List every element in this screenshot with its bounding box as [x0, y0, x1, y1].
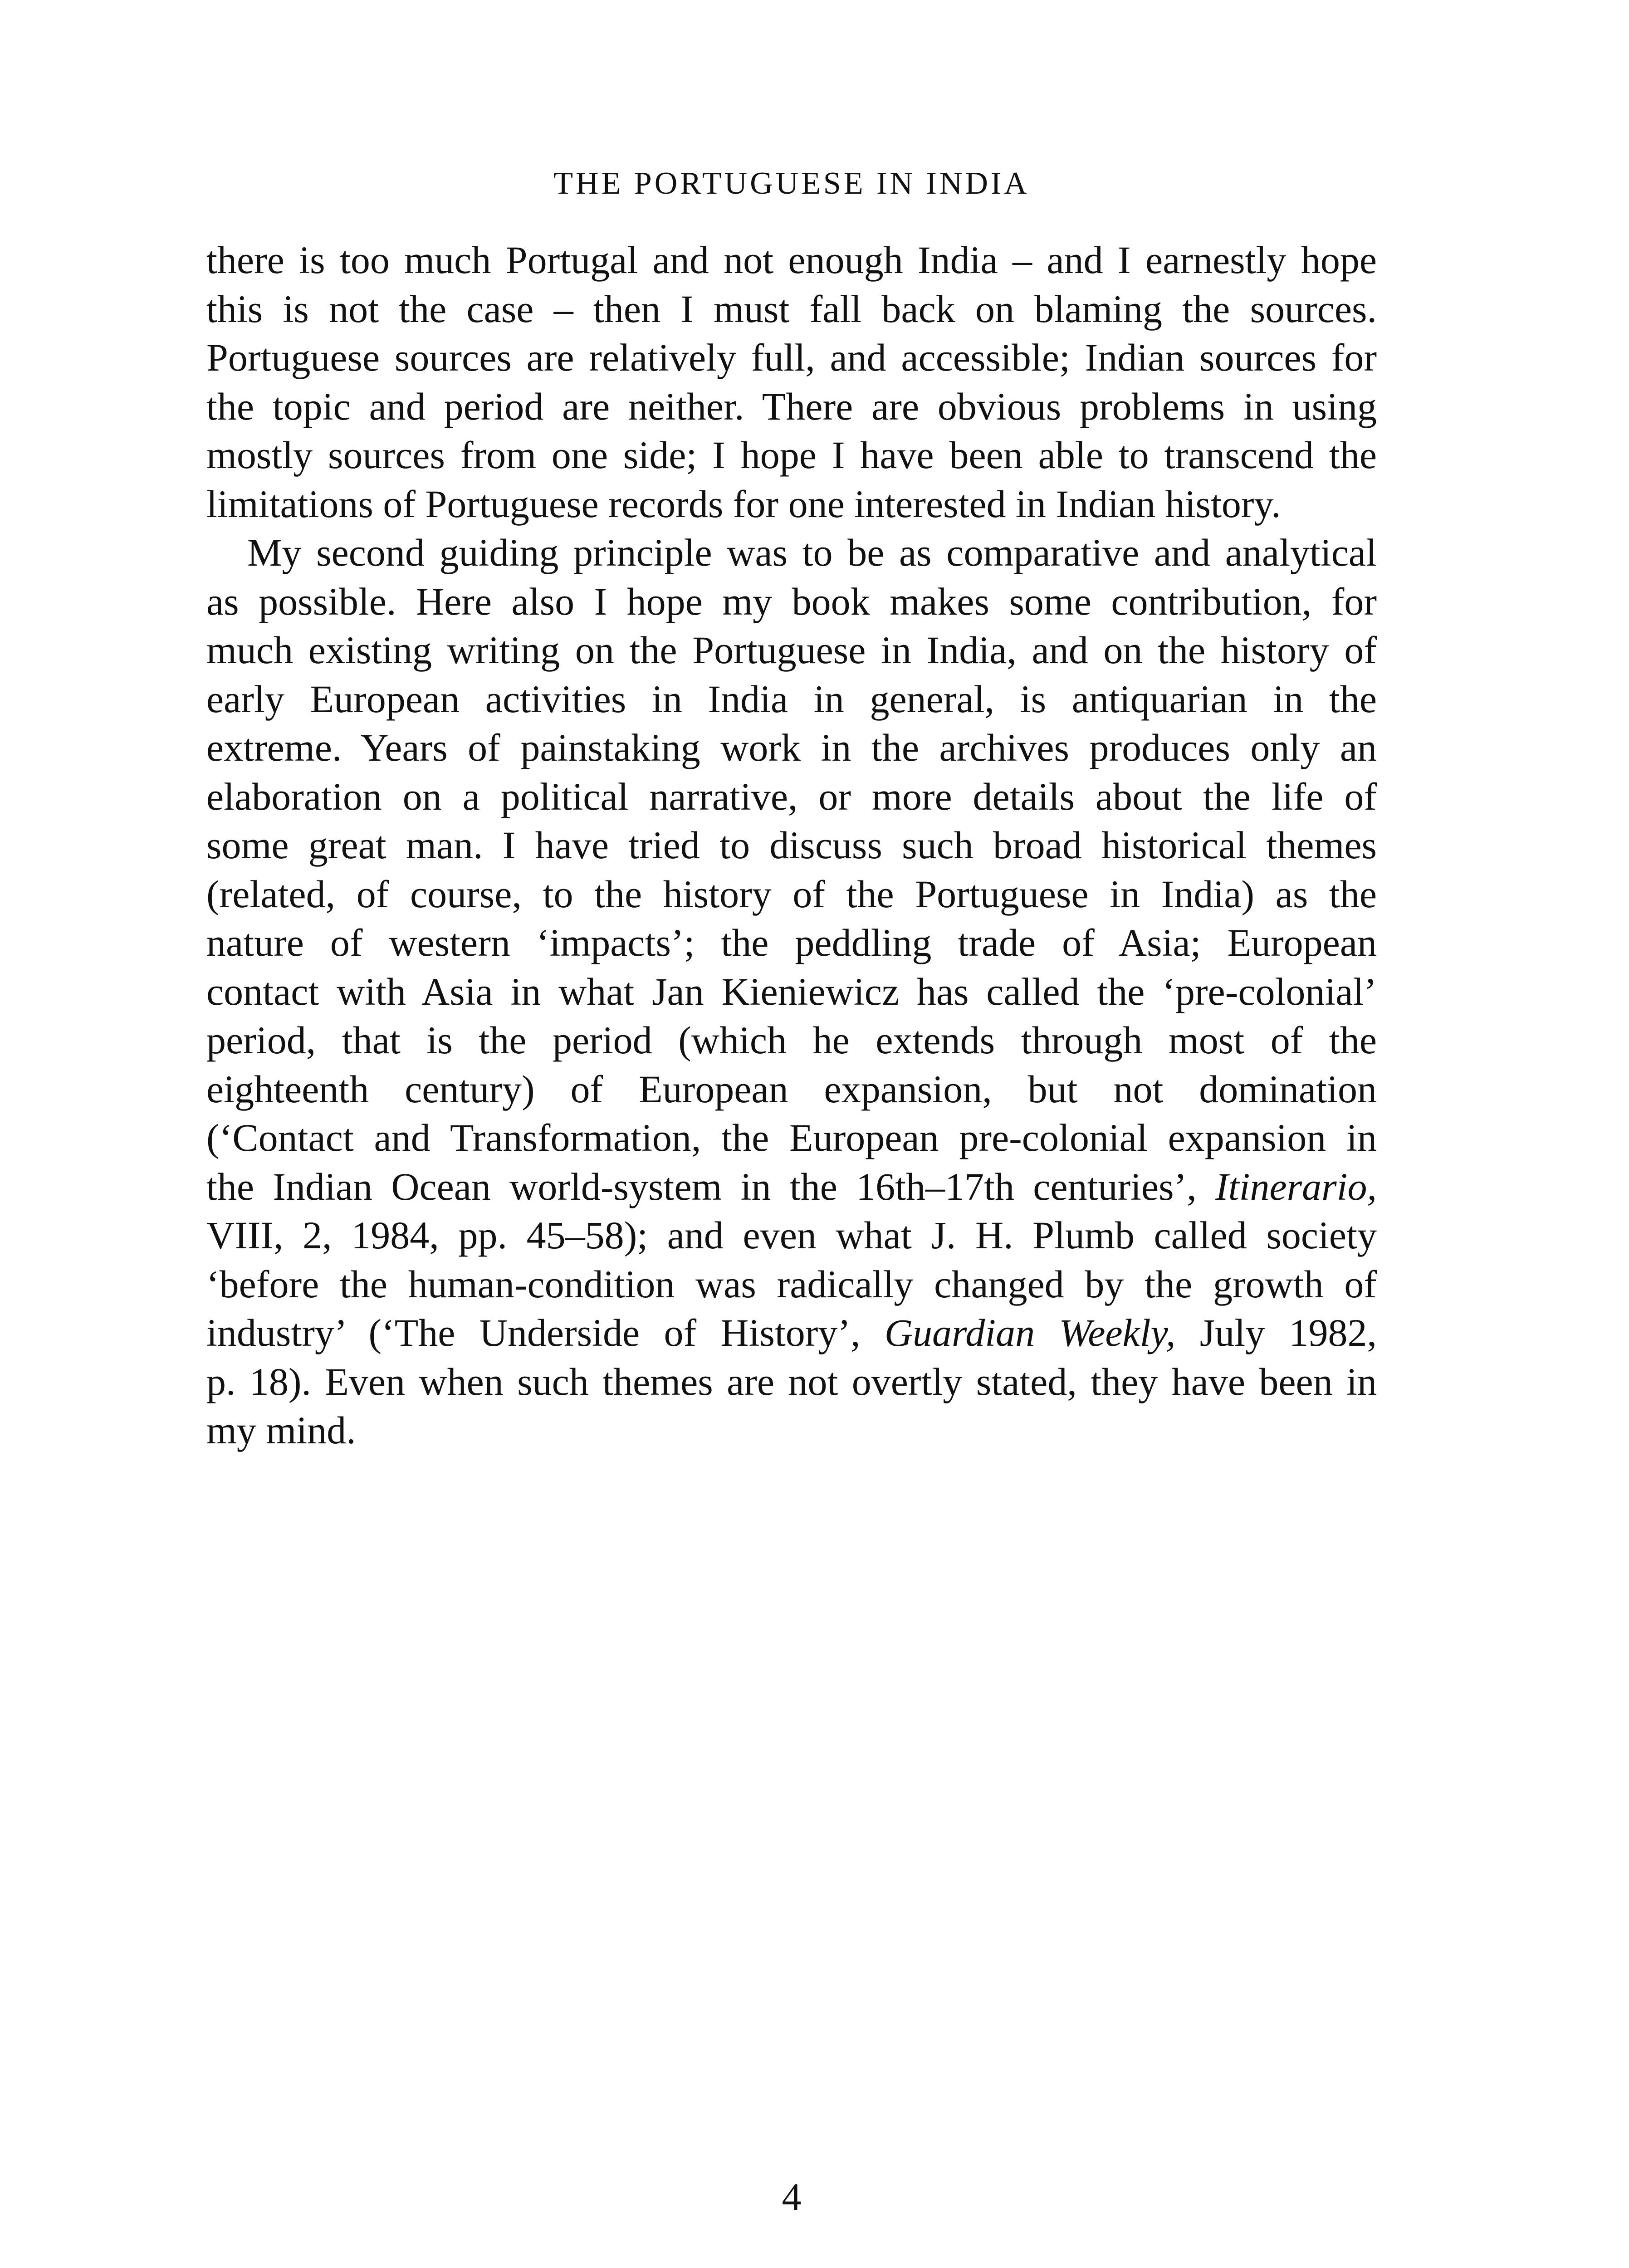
text-line: early European activities in India in general, is antiquarian in the: [206, 677, 1377, 721]
text-line: the topic and period are neither. There are obvious problems in using: [206, 384, 1377, 428]
text-line: period, that is the period (which he extends through most of the: [206, 1018, 1377, 1062]
text-line: Portuguese sources are relatively full, and accessible; Indian sources for: [206, 336, 1377, 379]
text-segment: July 1982,: [1175, 1311, 1377, 1354]
text-line: My second guiding principle was to be as comparative and analytical: [247, 531, 1377, 574]
text-line: ‘before the human-condition was radically changed by the growth of: [206, 1262, 1377, 1306]
italic-title: Itinerario,: [1215, 1164, 1377, 1208]
text-line: eighteenth century) of European expansion, but not domination: [206, 1067, 1377, 1111]
text-line: my mind.: [206, 1408, 356, 1452]
text-line: nature of western ‘impacts’; the peddling trade of Asia; European: [206, 921, 1377, 964]
text-line: this is not the case – then I must fall back on blaming the sources.: [206, 287, 1377, 331]
text-line: as possible. Here also I hope my book makes some contribution, for: [206, 579, 1377, 623]
text-line: contact with Asia in what Jan Kieniewicz has called the ‘pre-colonial’: [206, 969, 1377, 1013]
text-segment: industry’ (‘The Underside of History’,: [206, 1311, 861, 1354]
text-line-with-italic: [206, 1163, 1377, 1212]
text-line: extreme. Years of painstaking work in the archives produces only an: [206, 726, 1377, 769]
italic-title: Guardian Weekly,: [884, 1311, 1176, 1354]
paragraph-2: [206, 528, 1377, 1455]
running-head: THE PORTUGUESE IN INDIA: [553, 166, 1030, 201]
page-number: 4: [782, 2175, 802, 2219]
text-line: VIII, 2, 1984, pp. 45–58); and even what J. H. Plumb called society: [206, 1213, 1377, 1257]
text-line: elaboration on a political narrative, or more details about the life of: [206, 774, 1377, 818]
paragraph-1: [206, 236, 1377, 528]
body-text: [206, 236, 1377, 1455]
text-line: limitations of Portuguese records for one interested in Indian history.: [206, 482, 1281, 526]
text-line: (‘Contact and Transformation, the European pre-colonial expansion in: [206, 1116, 1377, 1159]
text-line: much existing writing on the Portuguese in India, and on the history of: [206, 628, 1377, 672]
text-line: some great man. I have tried to discuss such broad historical themes: [206, 823, 1377, 867]
text-line: there is too much Portugal and not enough India – and I earnestly hope: [206, 238, 1377, 282]
text-line-with-italic: [206, 1309, 1377, 1358]
text-segment: the Indian Ocean world-system in the 16th–17th centuries’,: [206, 1164, 1197, 1208]
text-line: p. 18). Even when such themes are not overtly stated, they have been in: [206, 1359, 1377, 1403]
text-line: (related, of course, to the history of the Portuguese in India) as the: [206, 872, 1377, 916]
text-line: mostly sources from one side; I hope I have been able to transcend the: [206, 433, 1377, 477]
